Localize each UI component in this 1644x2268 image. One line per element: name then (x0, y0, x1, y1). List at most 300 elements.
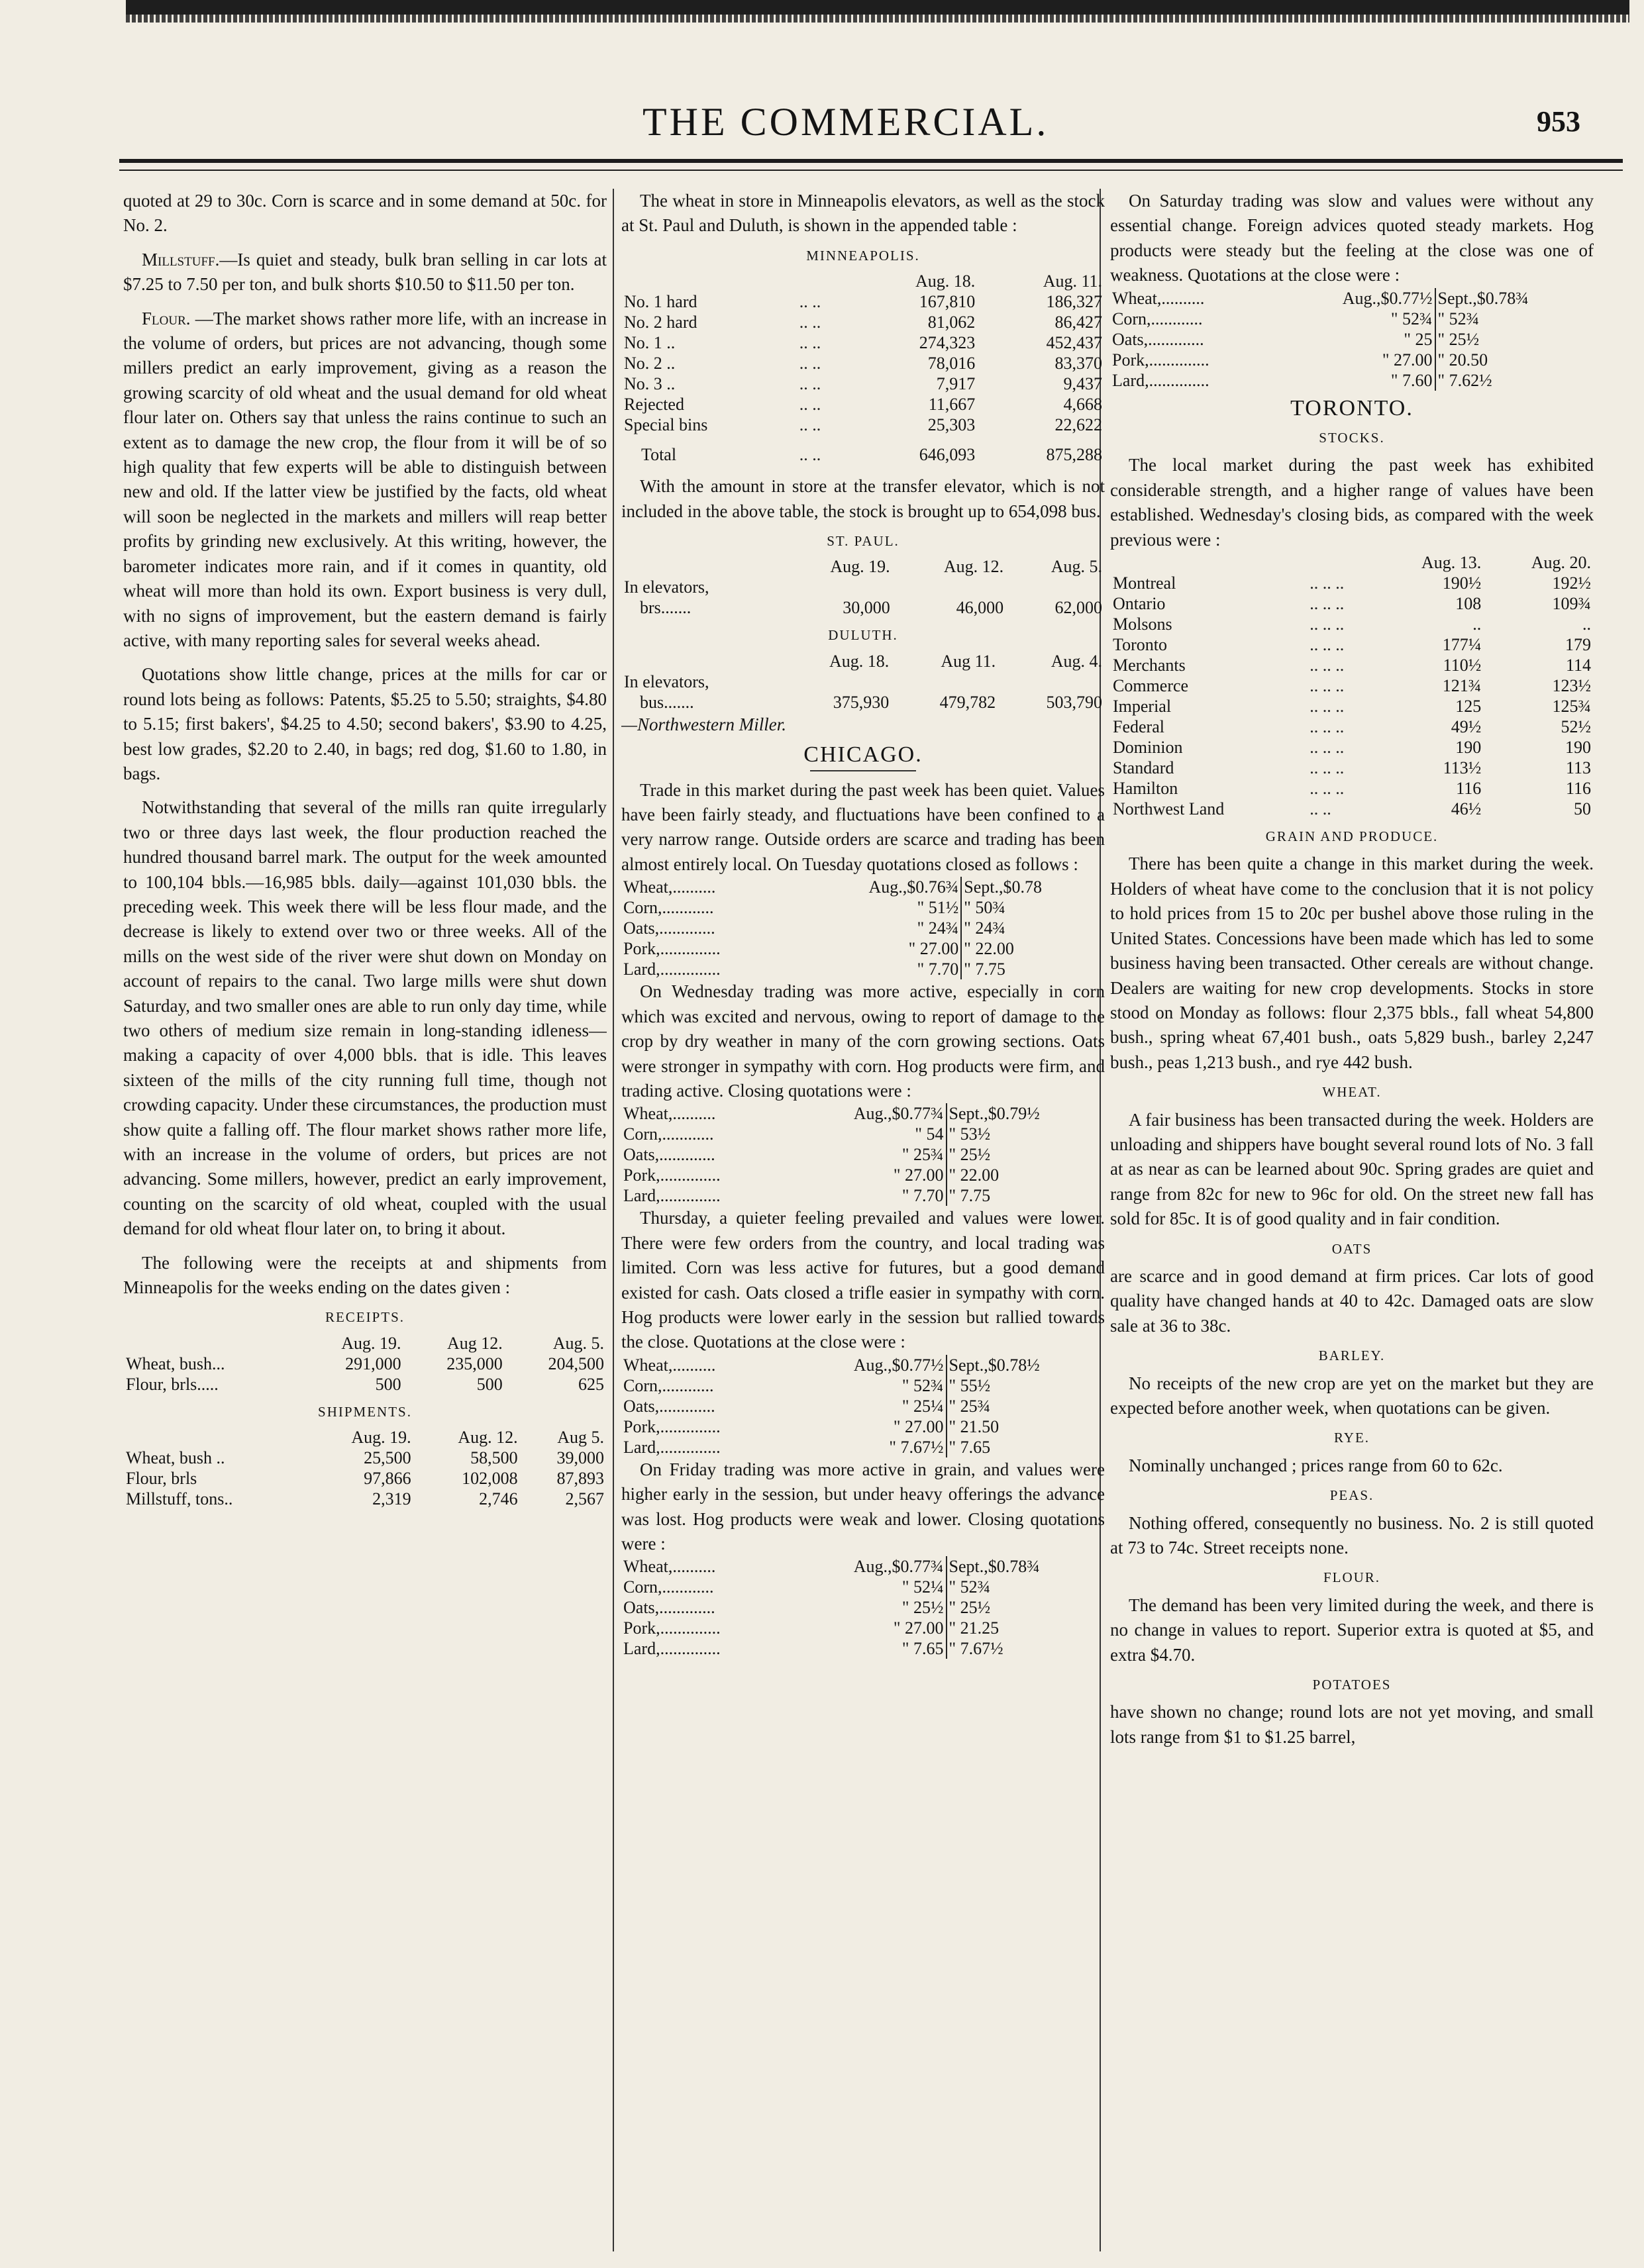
cell-sept: " 21.50 (947, 1416, 1105, 1437)
table-row (1110, 370, 1594, 391)
spacer (123, 1333, 296, 1354)
cell-sept: " 25½ (1435, 329, 1594, 350)
column-date: Aug 12. (446, 1333, 503, 1353)
paragraph: A fair business has been transacted during the week. Holders are unloading and shippers have bought several round lots of No. 3 fall at as near as can be learned about 90c. Spring grades are quiet and range from 82c for new to 96c for old. On the street new fall has sold for 85c. It is of good quality and in fair condition. (1110, 1109, 1594, 1229)
cell: 114 (1565, 656, 1591, 675)
cell-sept: " 25½ (947, 1144, 1105, 1165)
cell: 49½ (1451, 717, 1482, 737)
table-header-row (621, 651, 1105, 671)
cell: 235,000 (446, 1354, 503, 1373)
row-label: Wheat, bush... (126, 1354, 225, 1373)
column-date: Aug. 5. (1051, 557, 1102, 577)
paragraph-millstuff (123, 248, 607, 297)
cell: 186,327 (1046, 292, 1102, 312)
cell: 177¼ (1442, 635, 1482, 655)
column-1 (123, 189, 607, 2255)
cell: 291,000 (345, 1354, 401, 1373)
cell-sept: Sept.,$0.79½ (947, 1103, 1105, 1124)
cell-sept: " 52¾ (1435, 309, 1594, 329)
table-row (123, 1468, 607, 1489)
subsection-heading: RYE. (1333, 1430, 1370, 1446)
cell-aug: " 7.60 (1390, 370, 1433, 390)
paragraph: Notwithstanding that several of the mills ran quite irregularly two or three days last week, the flour production reached the hundred thousand barrel mark. The output for the week amounted to 100,104 bbls.—16,985 bbls. daily—against 101,030 bbls. the preceding week. This week there will be less flour made, and the decrease is likely to extend over two or three weeks. All of the mills on the west side of the river were shut down on Monday on account of repairs to the canal. Two large mills were shut down Saturday, and two smaller ones are able to run only day time, while two others of medium size remain in long-standing idleness—making a capacity of over 4,000 bbls. that is idle. This leaves sixteen of the mills of the city running full time, though not crowding capacity. Under these circumstances, the production must show quite a falling off. The flour market shows rather more life, with an increase in the volume of orders, but prices are not advancing. Some millers, however, predict an early improvement, counting on the scarcity of old wheat, coupled with the usual demand for old wheat flour later on, to bring it about. (123, 797, 607, 1239)
table-heading: DULUTH. (828, 627, 898, 644)
paragraph: The local market during the past week has exhibited considerable strength, and a higher range of values have been established. Wednesday's closing bids, as compared with the week previous were : (1110, 455, 1594, 550)
spacer (621, 651, 778, 671)
minneapolis-table (621, 271, 1105, 465)
paragraph: On Wednesday trading was more active, especially in corn which was excited and nervous, owing to report of damage to the crop by dry weather in many of the corn growing sections. Oats were stronger in sympathy with corn. Hog products were firm, and trading active. Closing quotations were : (621, 981, 1105, 1101)
table-row (621, 1618, 1105, 1638)
cell: 2,746 (479, 1489, 518, 1509)
cell-aug: " 7.70 (917, 960, 959, 979)
column-date: Aug. 12. (458, 1428, 518, 1448)
paragraph: The demand has been very limited during the week, and there is no change in values to report. Superior extra is quoted at $5, and extra $4.70. (1110, 1595, 1594, 1665)
table-row: Montreal .. .. .. 190½ 192½ (1110, 573, 1594, 593)
cell-sept: " 55½ (947, 1375, 1105, 1396)
quotations-wednesday (621, 1103, 1105, 1206)
paragraph: The wheat in store in Minneapolis elevators, as well as the stock at St. Paul and Duluth, is shown in the appended table : (621, 191, 1105, 236)
cell-aug: " 7.65 (901, 1639, 944, 1659)
cell-aug: " 27.00 (908, 939, 959, 959)
paragraph-flour (123, 307, 607, 654)
cell: 7,917 (936, 374, 976, 394)
column-date: Aug. 20. (1531, 553, 1591, 573)
commodity: Oats,............. (623, 1396, 715, 1416)
cell: 167,810 (919, 292, 976, 312)
column-date: Aug 11. (941, 651, 996, 671)
paragraph: Thursday, a quieter feeling prevailed and values were lower. There were few orders from the country, and local trading was limited. Corn was less active for futures, but a good demand existed for cash. Oats closed a trifle easier in sympathy with corn. Hog products were lower early in the session but rallied towards the close. Quotations at the close were : (621, 1208, 1105, 1352)
row-label: Millstuff, tons.. (126, 1489, 233, 1509)
table-header-row (621, 271, 1105, 291)
table-row (1110, 350, 1594, 370)
cell: 25,500 (364, 1448, 411, 1468)
cell: 2,567 (565, 1489, 604, 1509)
divider (810, 770, 916, 771)
cell: 78,016 (927, 354, 976, 373)
cell: 204,500 (548, 1354, 604, 1373)
cell-aug: " 52¾ (901, 1375, 944, 1395)
cell-aug: " 7.67½ (889, 1437, 944, 1457)
quotations-friday (621, 1556, 1105, 1659)
subsection-heading: STOCKS. (1319, 430, 1385, 446)
table-row (123, 1489, 607, 1509)
row-label: Flour, brls..... (126, 1374, 219, 1394)
column-date: Aug. 12. (943, 557, 1004, 577)
table-row (621, 671, 1105, 692)
cell: 121¾ (1442, 676, 1482, 696)
cell: .. (1472, 615, 1482, 634)
table-row: Merchants .. .. .. 110½ 114 (1110, 655, 1594, 675)
cell-aug: " 24¾ (917, 918, 959, 938)
cell-sept: Sept.,$0.78¾ (1435, 288, 1594, 309)
paragraph: On Friday trading was more active in grain, and values were higher early in the session, but under heavy offerings the advance was lost. Hog products were weak and lower. Closing quotations were : (621, 1459, 1105, 1553)
paragraph-text: —Is quiet and steady, bulk bran selling in car lots at $7.25 to 7.50 per ton, and bulk shorts $10.50 to $11.50 per ton. (123, 249, 607, 295)
table-row (621, 692, 1105, 713)
cell: 190½ (1442, 573, 1482, 593)
table-row (123, 1374, 607, 1395)
commodity: Lard,.............. (623, 1186, 721, 1206)
cell: 11,667 (928, 395, 976, 415)
source-credit: —Northwestern Miller. (621, 714, 787, 734)
cell-sept: " 7.62½ (1435, 370, 1594, 391)
table-row (621, 353, 1105, 373)
table-row: Commerce .. .. .. 121¾ 123½ (1110, 675, 1594, 696)
leader-dots: .. .. (799, 354, 821, 373)
run-in-head: Millstuff. (142, 249, 220, 270)
commodity: Corn,............ (623, 1124, 714, 1144)
commodity: Wheat,.......... (623, 877, 716, 897)
cell-aug: " 54 (915, 1124, 944, 1144)
table-row (621, 1437, 1105, 1457)
row-label: Northwest Land (1113, 799, 1225, 819)
commodity: Wheat,.......... (623, 1104, 716, 1124)
spacer (1110, 552, 1307, 573)
table-row (621, 1577, 1105, 1597)
cell-sept: " 20.50 (1435, 350, 1594, 370)
cell: 109¾ (1552, 594, 1591, 614)
spacer (621, 271, 797, 291)
duluth-table (621, 651, 1105, 713)
column-divider (613, 189, 614, 2251)
paragraph: Trade in this market during the past week has been quiet. Values have been fairly steady, and fluctuations have been confined to a very narrow range. Outside orders are scarce and trading has been almost entirely local. On Tuesday quotations closed as follows : (621, 779, 1105, 874)
table-header-row (1110, 552, 1594, 573)
table-row: Imperial .. .. .. 125 125¾ (1110, 696, 1594, 716)
row-label: No. 3 .. (624, 374, 676, 394)
table-row (621, 1355, 1105, 1375)
cell: 500 (375, 1374, 401, 1394)
commodity: Pork,.............. (623, 1165, 721, 1185)
commodity: Lard,.............. (1112, 370, 1209, 390)
cell: 179 (1565, 635, 1591, 655)
cell: 113 (1565, 758, 1591, 778)
row-label: Flour, brls (126, 1469, 197, 1489)
cell-aug: " 25 (1404, 329, 1433, 349)
table-heading: ST. PAUL. (827, 533, 899, 550)
paragraph: The following were the receipts at and shipments from Minneapolis for the weeks ending on the dates given : (123, 1252, 607, 1298)
cell: 875,288 (1046, 445, 1102, 465)
commodity: Oats,............. (623, 1598, 715, 1618)
column-date: Aug. 13. (1421, 553, 1482, 573)
commodity: Pork,.............. (623, 1416, 721, 1436)
spacer (621, 556, 779, 577)
row-label: Toronto (1113, 635, 1167, 655)
commodity: Corn,............ (1112, 309, 1203, 328)
column-date: Aug. 4. (1051, 651, 1102, 671)
page-title: THE COMMERCIAL. (642, 100, 1049, 144)
commodity: Wheat,.......... (623, 1557, 716, 1577)
section-heading: CHICAGO. (803, 742, 923, 767)
run-in-head: Flour. (142, 308, 191, 328)
column-3 (1110, 189, 1594, 2255)
cell-sept: " 25¾ (947, 1396, 1105, 1416)
column-date: Aug 5. (557, 1428, 604, 1448)
cell-sept: " 7.75 (947, 1185, 1105, 1206)
table-row (621, 1103, 1105, 1124)
commodity: Oats,............. (623, 1145, 715, 1165)
cell: 113½ (1443, 758, 1482, 778)
leader-dots: .. .. (799, 415, 821, 435)
masthead (0, 99, 1644, 159)
table-row (621, 877, 1105, 897)
column-date: Aug. 11. (1043, 271, 1102, 291)
leader-dots: .. .. (799, 313, 821, 332)
paragraph-text: —The market shows rather more life, with an increase in the volume of orders, but prices are not advancing, though some millers predict an early improvement, giving as a reason the growing scarcity of old wheat and the usual demand for old wheat flour later on. Others say that unless the rains continue to such an extent as to damage the new crop, the flour from it will be of so high quality that few experts will be able to distinguish between new and old. If the latter view be justified by the facts, old wheat will soon be neglected in the markets and millers will reap better profits by grinding new exclusively. At this writing, however, the barometer indicates more rain, and if it comes in quantity, old wheat will more than hold its own. Export business is very dull, with no signs of improvement, but the eastern demand is fairly active, with many reporting sales for several weeks ahead. (123, 308, 607, 650)
cell-aug: Aug.,$0.77¾ (853, 1557, 944, 1577)
table-heading: SHIPMENTS. (318, 1403, 412, 1420)
cell: 86,427 (1054, 313, 1102, 332)
table-row (621, 918, 1105, 938)
row-label: Special bins (624, 415, 708, 435)
leader-dots: .. .. (799, 395, 821, 415)
table-row (621, 938, 1105, 959)
table-row (621, 959, 1105, 979)
cell-sept: " 53½ (947, 1124, 1105, 1144)
table-header-row (621, 556, 1105, 577)
cell: 479,782 (939, 692, 996, 712)
table-row: Toronto .. .. .. 177¼ 179 (1110, 634, 1594, 655)
column-date: Aug. 19. (830, 557, 890, 577)
cell: 503,790 (1046, 692, 1102, 712)
row-label: brs....... (640, 598, 692, 618)
table-row (621, 312, 1105, 332)
cell: 125¾ (1552, 697, 1591, 716)
table-heading: RECEIPTS. (325, 1309, 405, 1326)
cell: 58,500 (470, 1448, 518, 1468)
cell: 625 (578, 1374, 604, 1394)
cell: 83,370 (1054, 354, 1102, 373)
table-row (621, 1556, 1105, 1577)
paragraph: On Saturday trading was slow and values were without any essential change. Foreign advices quoted steady markets. Hog products were steady but the feeling at the close was one of weakness. Quotations at the close were : (1110, 191, 1594, 285)
top-border-ornament (126, 15, 1629, 23)
row-label: Dominion (1113, 738, 1183, 758)
commodity: Lard,.............. (623, 960, 721, 979)
commodity: Corn,............ (623, 898, 714, 918)
row-label: bus....... (640, 692, 694, 712)
cell-sept: " 22.00 (961, 938, 1105, 959)
commodity: Oats,............. (1112, 329, 1204, 349)
cell: 452,437 (1046, 333, 1102, 353)
commodity: Corn,............ (623, 1577, 714, 1597)
cell-aug: Aug.,$0.77½ (853, 1355, 944, 1375)
leader-dots: .. .. (799, 374, 821, 394)
cell-sept: " 25½ (947, 1597, 1105, 1618)
cell-aug: " 52¼ (901, 1577, 944, 1597)
commodity: Corn,............ (623, 1375, 714, 1395)
table-heading: MINNEAPOLIS. (806, 247, 920, 264)
leader-dots: .. .. (799, 292, 821, 312)
table-header-row (123, 1427, 607, 1448)
leader-dots: .. .. (799, 333, 821, 353)
commodity: Wheat,.......... (623, 1355, 716, 1375)
table-row (621, 597, 1105, 618)
row-label: Merchants (1113, 656, 1186, 675)
table-row (621, 1144, 1105, 1165)
page-number: 953 (1537, 105, 1580, 138)
row-label: Wheat, bush .. (126, 1448, 225, 1468)
cell-aug: " 25¼ (901, 1396, 944, 1416)
table-row (621, 1124, 1105, 1144)
row-label: No. 1 hard (624, 292, 697, 312)
cell: 125 (1455, 697, 1482, 716)
commodity: Pork,.............. (623, 1618, 721, 1638)
cell-aug: Aug.,$0.76¾ (868, 877, 959, 897)
row-label: Hamilton (1113, 779, 1178, 799)
table-row (621, 1185, 1105, 1206)
table-row (621, 415, 1105, 435)
cell-sept: Sept.,$0.78 (961, 877, 1105, 897)
table-row (621, 577, 1105, 597)
cell: 2,319 (372, 1489, 411, 1509)
column-2 (621, 189, 1105, 2255)
row-label: Federal (1113, 717, 1164, 737)
column-date: Aug. 19. (351, 1428, 411, 1448)
paragraph: Nominally unchanged ; prices range from 60 to 62c. (1129, 1455, 1503, 1475)
table-row (123, 1354, 607, 1374)
cell: 39,000 (556, 1448, 604, 1468)
cell: 108 (1455, 594, 1482, 614)
table-row (1110, 309, 1594, 329)
cell-aug: " 27.00 (893, 1416, 944, 1436)
cell-sept: " 7.65 (947, 1437, 1105, 1457)
row-label: In elevators, (624, 577, 709, 597)
cell-aug: " 25½ (901, 1598, 944, 1618)
cell: 87,893 (556, 1469, 604, 1489)
subsection-heading: FLOUR. (1323, 1569, 1381, 1586)
leader-dots: .. .. (799, 445, 821, 465)
cell-sept: Sept.,$0.78½ (947, 1355, 1105, 1375)
table-row (1110, 288, 1594, 309)
subsection-heading: WHEAT. (1322, 1084, 1382, 1101)
spacer (1307, 552, 1374, 573)
row-label: Ontario (1113, 594, 1166, 614)
cell-sept: " 50¾ (961, 897, 1105, 918)
table-row: Federal .. .. .. 49½ 52½ (1110, 716, 1594, 737)
table-row (621, 1416, 1105, 1437)
table-row: Molsons .. .. .. .. .. (1110, 614, 1594, 634)
table-row (621, 332, 1105, 353)
receipts-table (123, 1333, 607, 1395)
column-date: Aug. 5. (552, 1333, 604, 1353)
cell-aug: " 7.70 (901, 1186, 944, 1206)
column-date: Aug. 18. (829, 651, 890, 671)
commodity: Lard,.............. (623, 1437, 721, 1457)
st-paul-table (621, 556, 1105, 618)
table-row (621, 291, 1105, 312)
cell: 274,323 (919, 333, 976, 353)
paragraph: Quotations show little change, prices at the mills for car or round lots being as follows: Patents, $5.25 to 5.50; straights, $4.80 to 5.15; first bakers', $4.25 to 4.50; second bakers', $3.90 to 4.25, best low grades, $2.20 to 2.40, in bags; red dog, $1.60 to 1.80, in bags. (123, 664, 607, 783)
cell: 97,866 (364, 1469, 411, 1489)
cell-sept: " 22.00 (947, 1165, 1105, 1185)
cell: 62,000 (1054, 598, 1102, 618)
cell: 81,062 (927, 313, 976, 332)
quotations-thursday (621, 1355, 1105, 1457)
table-row (621, 1597, 1105, 1618)
table-row (621, 394, 1105, 415)
paragraph: have shown no change; round lots are not yet moving, and small lots range from $1 to $1.25 barrel, (1110, 1702, 1594, 1747)
paragraph: Nothing offered, consequently no business. No. 2 is still quoted at 73 to 74c. Street receipts none. (1110, 1512, 1594, 1558)
cell: 46,000 (956, 598, 1004, 618)
shipments-table (123, 1427, 607, 1509)
cell: 192½ (1552, 573, 1591, 593)
cell-sept: " 7.67½ (947, 1638, 1105, 1659)
row-label: Montreal (1113, 573, 1176, 593)
quotations-saturday (1110, 288, 1594, 391)
paragraph: No receipts of the new crop are yet on the market but they are expected before another week, when quotations can be given. (1110, 1373, 1594, 1418)
column-date: Aug. 19. (341, 1333, 401, 1353)
cell: .. (1582, 615, 1591, 634)
paragraph: There has been quite a change in this market during the week. Holders of wheat have come to the conclusion that it is not policy to hold prices from 15 to 20c per bushel above those ruling in the United States. Concessions have been made which has led to some business having been transacted. Other cereals are without change. Dealers are waiting for new crop developments. Stocks in store stood on Monday as follows: flour 2,375 bbls., fall wheat 54,800 bush., spring wheat 67,401 bush., oats 5,829 bush., barley 2,247 bush., peas 1,213 bush., and rye 442 bush. (1110, 854, 1594, 1072)
table-row (621, 1638, 1105, 1659)
column-date: Aug. 18. (915, 271, 976, 291)
row-label: Imperial (1113, 697, 1172, 716)
cell: 500 (476, 1374, 503, 1394)
cell: 190 (1455, 738, 1482, 758)
table-row (123, 1448, 607, 1468)
row-label: In elevators, (624, 671, 709, 691)
cell-aug: " 27.00 (1382, 350, 1433, 370)
table-row: Dominion .. .. .. 190 190 (1110, 737, 1594, 758)
row-label: No. 1 .. (624, 333, 676, 353)
top-border (126, 0, 1629, 15)
toronto-stocks-table (1110, 552, 1594, 819)
cell: 102,008 (462, 1469, 518, 1489)
cell-sept: Sept.,$0.78¾ (947, 1556, 1105, 1577)
commodity: Oats,............. (623, 918, 715, 938)
table-row (621, 1375, 1105, 1396)
cell-aug: " 25¾ (901, 1145, 944, 1165)
cell-sept: " 24¾ (961, 918, 1105, 938)
commodity: Pork,.............. (1112, 350, 1209, 370)
commodity: Wheat,.......... (1112, 288, 1205, 308)
table-row (621, 1396, 1105, 1416)
row-label: Total (641, 445, 677, 465)
subsection-heading: BARLEY. (1318, 1348, 1386, 1364)
row-label: No. 2 hard (624, 313, 697, 332)
paragraph: are scarce and in good demand at firm prices. Car lots of good quality have changed hands at 40 to 42c. Damaged oats are slow sale at 36 to 38c. (1110, 1265, 1594, 1336)
masthead-rule (119, 159, 1623, 163)
table-total-row (621, 435, 1105, 465)
cell: 116 (1565, 779, 1591, 799)
cell: 116 (1456, 779, 1482, 799)
subsection-heading: PEAS. (1329, 1487, 1374, 1504)
cell: 123½ (1552, 676, 1591, 696)
cell-aug: " 51½ (917, 898, 959, 918)
cell: 190 (1565, 738, 1591, 758)
table-row: Hamilton .. .. .. 116 116 (1110, 778, 1594, 799)
cell: 52½ (1561, 717, 1591, 737)
cell: 110½ (1443, 656, 1482, 675)
cell: 646,093 (919, 445, 976, 465)
cell-aug: " 27.00 (893, 1618, 944, 1638)
cell: 22,622 (1054, 415, 1102, 435)
spacer (797, 271, 850, 291)
row-label: Rejected (624, 395, 684, 415)
table-header-row (123, 1333, 607, 1354)
row-label: Molsons (1113, 615, 1172, 634)
cell: 46½ (1451, 799, 1482, 819)
cell: 9,437 (1063, 374, 1102, 394)
masthead-rule-thin (119, 170, 1623, 171)
row-label: Standard (1113, 758, 1174, 778)
table-row (621, 1165, 1105, 1185)
cell-aug: Aug.,$0.77½ (1342, 288, 1433, 308)
row-label: No. 2 .. (624, 354, 676, 373)
cell: 375,930 (833, 692, 890, 712)
table-row (621, 373, 1105, 394)
table-row: Ontario .. .. .. 108 109¾ (1110, 593, 1594, 614)
subsection-heading: POTATOES (1312, 1677, 1392, 1693)
subsection-heading: OATS (1331, 1240, 1372, 1257)
